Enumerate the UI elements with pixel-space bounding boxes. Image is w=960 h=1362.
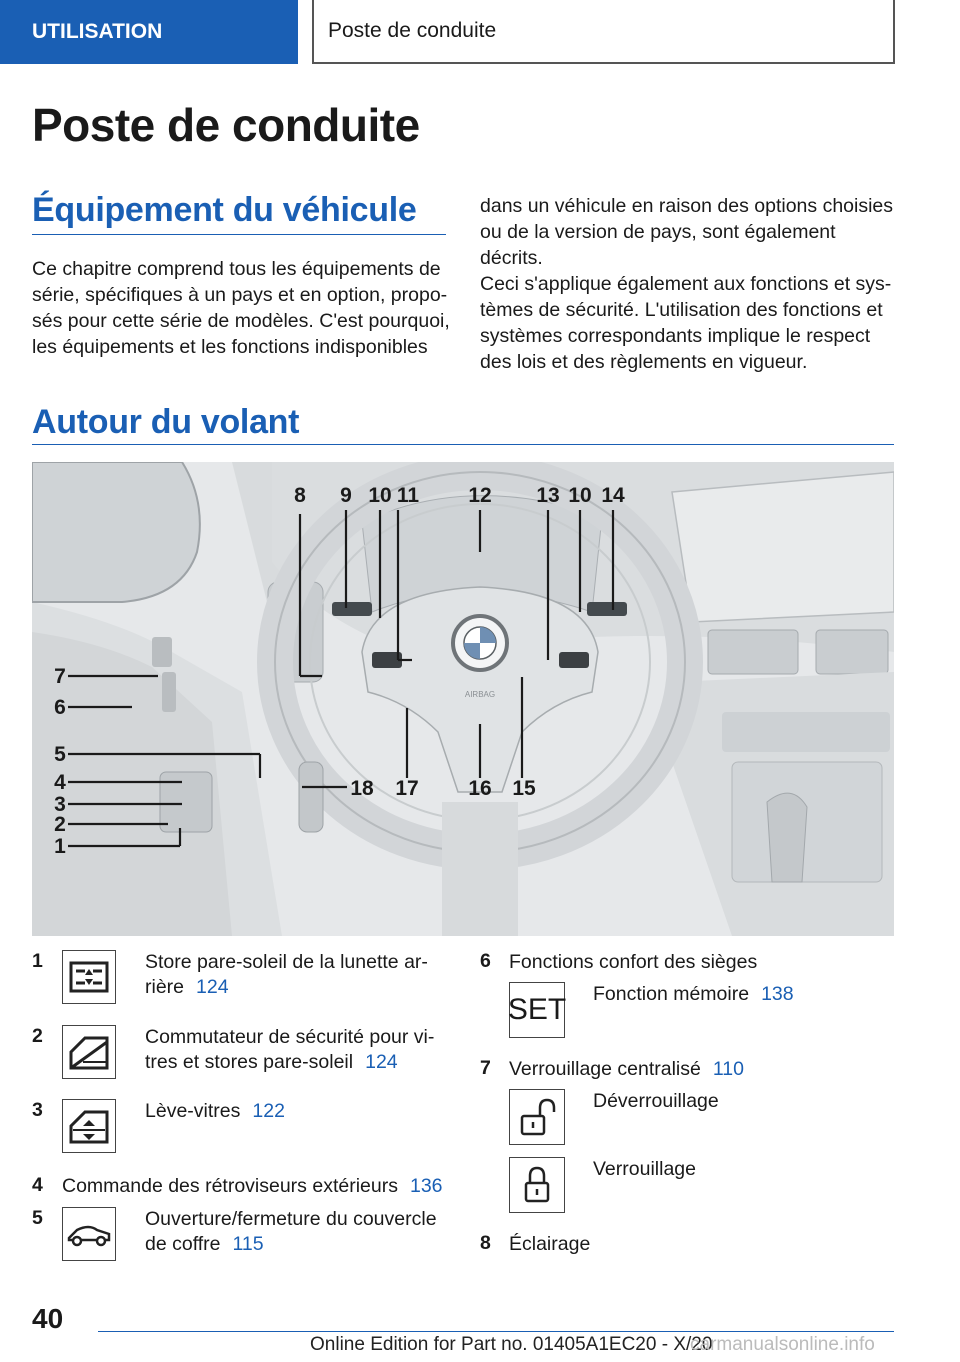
- item-text: Fonction mémoire: [593, 983, 750, 1005]
- text-line: les équipements et les fonctions indisponibles: [32, 336, 428, 358]
- item-number: 2: [32, 1025, 43, 1047]
- callout-number: 16: [468, 777, 492, 800]
- item-number: 7: [480, 1057, 491, 1079]
- item-number: 1: [32, 950, 43, 972]
- rear-sunshade-icon: [62, 950, 116, 1004]
- text-line: Ceci s'applique également aux fonctions et sys‐: [480, 273, 892, 295]
- trunk-lid-icon: [62, 1207, 116, 1261]
- item-number: 4: [32, 1174, 43, 1196]
- text-line: dans un véhicule en raison des options choisies: [480, 195, 894, 217]
- equipment-heading: Équipement du véhicule: [32, 191, 417, 229]
- text-line: tèmes de sécurité. L'utilisation des fonctions et: [480, 299, 883, 321]
- callout-number: 7: [54, 665, 66, 688]
- callout-number: 1: [54, 835, 66, 858]
- item-text: de coffre: [145, 1233, 221, 1255]
- page-number: 40: [32, 1303, 64, 1334]
- callout-number: 13: [536, 484, 560, 507]
- text-line: des lois et des règlements en vigueur.: [480, 351, 808, 373]
- item-text: Fonctions confort des sièges: [509, 951, 758, 973]
- equipment-text-right: [480, 193, 900, 375]
- callout-number: 17: [395, 777, 419, 800]
- item-text: Store pare-soleil de la lunette ar‐: [145, 951, 428, 973]
- page-reference-link[interactable]: 136: [409, 1175, 443, 1197]
- callout-number: 4: [54, 771, 66, 794]
- callout-number: 10: [568, 484, 592, 507]
- callout-number: 5: [54, 743, 66, 766]
- callout-number: 10: [368, 484, 392, 507]
- item-text: Verrouillage centralisé: [509, 1058, 701, 1080]
- cockpit-illustration: [32, 462, 894, 936]
- watermark: carmanualsonline.info: [690, 1334, 875, 1355]
- item-number: 6: [480, 950, 491, 972]
- item-text: Éclairage: [509, 1233, 591, 1255]
- callout-number: 2: [54, 813, 66, 836]
- item-text: Lève-vitres: [145, 1100, 241, 1122]
- callout-number: 12: [468, 484, 492, 507]
- item-number: 8: [480, 1232, 491, 1254]
- page-reference-link[interactable]: 110: [712, 1058, 744, 1080]
- footer-rule: [98, 1331, 894, 1332]
- page-reference-link[interactable]: 138: [761, 983, 794, 1005]
- heading-rule: [32, 444, 894, 445]
- callout-number: 11: [396, 484, 420, 507]
- item-text: Déverrouillage: [593, 1090, 719, 1112]
- item-number: 5: [32, 1207, 43, 1229]
- section-label: UTILISATION: [32, 20, 163, 43]
- section-tab: [0, 0, 298, 64]
- callout-number: 3: [54, 793, 66, 816]
- airbag-label: AIRBAG: [464, 690, 496, 699]
- steering-heading: Autour du volant: [32, 403, 300, 441]
- callout-number: 15: [512, 777, 536, 800]
- item-text: Verrouillage: [593, 1158, 696, 1180]
- item-text: rière: [145, 976, 185, 998]
- callout-number: 14: [601, 484, 625, 507]
- callout-number: 6: [54, 696, 66, 719]
- set-button-icon: SET: [509, 982, 565, 1038]
- equipment-text-left: [32, 256, 452, 360]
- page-reference-link[interactable]: 115: [232, 1233, 264, 1255]
- page-reference-link[interactable]: 124: [196, 976, 229, 998]
- item-text: Commande des rétroviseurs extérieurs: [62, 1175, 398, 1197]
- item-text: Ouverture/fermeture du couvercle: [145, 1208, 437, 1230]
- lock-icon: [509, 1157, 565, 1213]
- page-tab: [312, 0, 895, 64]
- text-line: ou de la version de pays, sont également décrits.: [480, 221, 836, 269]
- text-line: série, spécifiques à un pays et en option, propo‐: [32, 284, 448, 306]
- item-number: 3: [32, 1099, 43, 1121]
- unlock-icon: [509, 1089, 565, 1145]
- callout-number: 18: [350, 777, 374, 800]
- callout-number: 9: [340, 484, 352, 507]
- item-text: Commutateur de sécurité pour vi‐: [145, 1026, 435, 1048]
- callout-number: 8: [294, 484, 306, 507]
- text-line: systèmes correspondants implique le respect: [480, 325, 871, 347]
- page-tab-label: Poste de conduite: [328, 19, 497, 42]
- page-reference-link[interactable]: 122: [252, 1100, 285, 1122]
- power-window-icon: [62, 1099, 116, 1153]
- page-reference-link[interactable]: 124: [365, 1051, 398, 1073]
- page-title: Poste de conduite: [32, 99, 420, 151]
- item-text: tres et stores pare-soleil: [145, 1051, 354, 1073]
- footer-text: Online Edition for Part no. 01405A1EC20 - X/20: [310, 1334, 713, 1355]
- heading-rule: [32, 234, 446, 235]
- text-line: Ce chapitre comprend tous les équipements de: [32, 258, 441, 280]
- child-lock-window-icon: [62, 1025, 116, 1079]
- text-line: sés pour cette série de modèles. C'est pourquoi,: [32, 310, 450, 332]
